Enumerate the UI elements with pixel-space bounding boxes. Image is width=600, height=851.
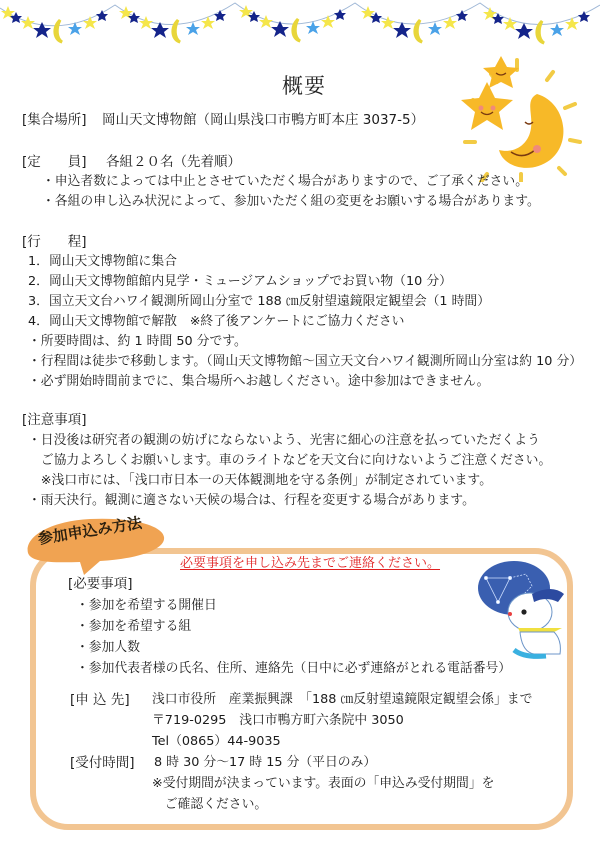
capacity-note: ・申込者数によっては中止とさせていただく場合がありますので、ご了承ください。: [42, 174, 529, 189]
itinerary-step: 3．国立天文台ハワイ観測所岡山分室で 188 ㎝反射望遠鏡限定観望会（1 時間）: [28, 294, 491, 309]
capacity-value: 各組２０名（先着順）: [106, 154, 241, 170]
itinerary-step: 4．岡山天文博物館で解散 ※終了後アンケートにご協力ください: [28, 314, 405, 329]
itinerary-note: ・必ず開始時間前までに、集合場所へお越しください。途中参加はできません。: [28, 374, 490, 389]
hours-label: [受付時間]: [70, 755, 135, 771]
meeting-place-label: [集合場所]: [22, 112, 87, 128]
hours-value: 8 時 30 分～17 時 15 分（平日のみ）: [154, 755, 377, 770]
caution-line: ※浅口市には、「浅口市日本一の天体観測地を守る条例」が制定されています。: [28, 473, 492, 488]
meeting-place-value: 岡山天文博物館（岡山県浅口市鴨方町本庄 3037-5）: [102, 112, 425, 128]
itinerary-step: 1．岡山天文博物館に集合: [28, 254, 177, 269]
page-title: 概要: [282, 74, 326, 98]
required-items-label: [必要事項]: [68, 576, 133, 592]
contact-line: 浅口市役所 産業振興課 「188 ㎝反射望遠鏡限定観望会係」まで: [152, 692, 533, 707]
itinerary-label: [行 程]: [22, 234, 87, 250]
application-heading: 参加申込み方法: [36, 513, 144, 548]
caution-line: ご協力よろしくお願いします。車のライトなどを天文台に向けないようご注意ください。: [28, 453, 552, 468]
cautions-label: [注意事項]: [22, 412, 87, 428]
required-item: ・参加を希望する開催日: [76, 598, 217, 613]
stars-and-moon-illustration: [425, 42, 600, 182]
required-item: ・参加を希望する組: [76, 619, 192, 634]
crescent-moon-icon: [499, 94, 563, 168]
cat-mascot-constellation-icon: [474, 560, 584, 660]
contact-address: 〒719-0295 浅口市鴨方町六条院中 3050: [152, 713, 404, 728]
application-instruction: 必要事項を申し込み先までご連絡ください。: [180, 556, 441, 571]
required-item: ・参加人数: [76, 640, 140, 655]
itinerary-note: ・所要時間は、約 1 時間 50 分です。: [28, 334, 247, 349]
itinerary-note: ・行程間は徒歩で移動します。（岡山天文博物館～国立天文台ハワイ観測所岡山分室は約 10 分）: [28, 354, 583, 369]
capacity-label: [定 員]: [22, 154, 87, 170]
capacity-note: ・各組の申し込み状況によって、参加いただく組の変更をお願いする場合があります。: [42, 194, 540, 209]
caution-line: ・日没後は研究者の観測の妨げにならないよう、光害に細心の注意を払っていただくよう: [28, 433, 540, 448]
contact-phone: Tel（0865）44-9035: [152, 734, 281, 749]
hours-note: ご確認ください。: [152, 797, 268, 812]
itinerary-step: 2．岡山天文博物館館内見学・ミュージアムショップでお買い物（10 分）: [28, 274, 452, 289]
contact-label: [申 込 先]: [70, 692, 130, 708]
hours-note: ※受付期間が決まっています。表面の「申込み受付期間」を: [152, 776, 495, 791]
required-item: ・参加代表者様の氏名、住所、連絡先（日中に必ず連絡がとれる電話番号）: [76, 661, 512, 676]
caution-line: ・雨天決行。観測に適さない天候の場合は、行程を変更する場合があります。: [28, 493, 475, 508]
